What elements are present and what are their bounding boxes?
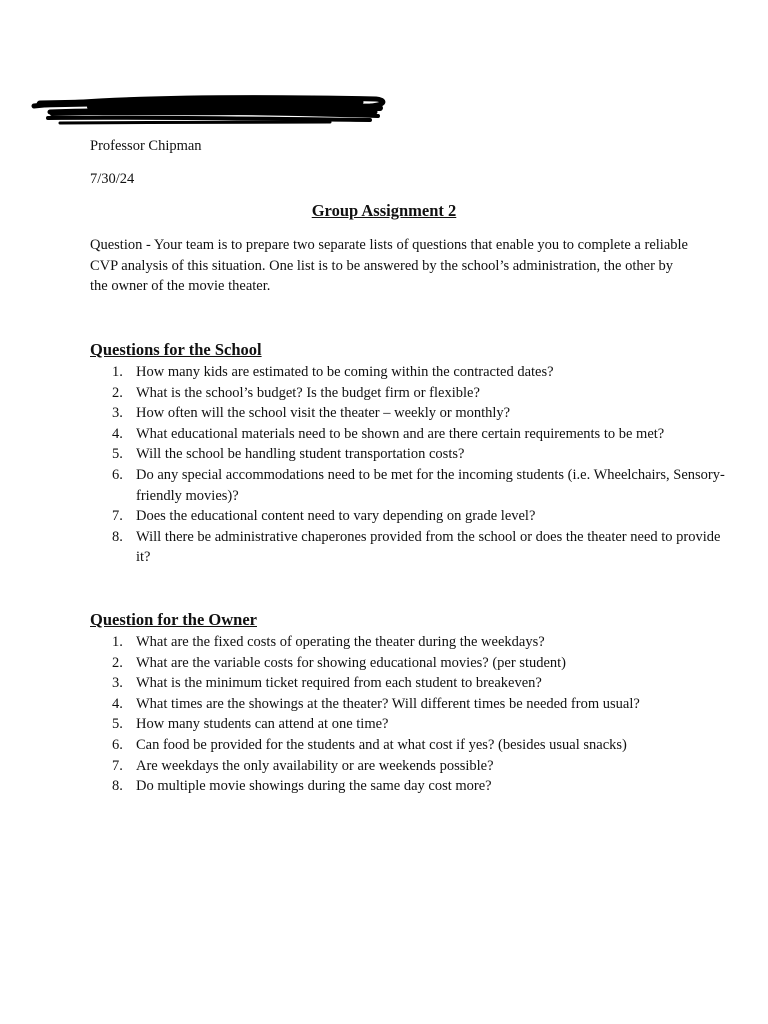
school-questions-heading: Questions for the School xyxy=(90,340,262,359)
document-title: Group Assignment 2 xyxy=(311,201,457,220)
list-item: What times are the showings at the theater? Will different times be needed from usual? xyxy=(136,695,640,712)
list-item: Does the educational content need to vary depending on grade level? xyxy=(136,508,536,525)
list-item: How often will the school visit the theater – weekly or monthly? xyxy=(136,405,511,422)
school-questions-list xyxy=(90,362,736,568)
question-prompt: Question - Your team is to prepare two separate lists of questions that enable you to complete a reliable CVP analysis of this situation. One list is to be answered by the school’s administration, the other by the owner of the movie theater. xyxy=(90,237,688,295)
professor-name: Professor Chipman xyxy=(90,138,202,154)
list-item: How many kids are estimated to be coming within the contracted dates? xyxy=(136,364,554,380)
list-item: What educational materials need to be shown and are there certain requirements to be met? xyxy=(136,425,665,442)
list-item: Will there be administrative chaperones provided from the school or does the theater need to provide it? xyxy=(136,528,721,566)
redaction-scribble xyxy=(30,92,390,128)
list-item: Do any special accommodations need to be met for the incoming students (i.e. Wheelchairs, Sensory-friendly movies)? xyxy=(136,466,725,504)
list-item: What is the minimum ticket required from each student to breakeven? xyxy=(136,675,542,692)
list-item: What are the variable costs for showing educational movies? (per student) xyxy=(136,654,567,671)
list-item: Are weekdays the only availability or are weekends possible? xyxy=(136,757,494,774)
list-item: What is the school’s budget? Is the budget firm or flexible? xyxy=(136,384,480,401)
list-item: How many students can attend at one time? xyxy=(136,716,389,733)
list-item: Can food be provided for the students and at what cost if yes? (besides usual snacks) xyxy=(136,736,627,753)
assignment-date: 7/30/24 xyxy=(90,171,135,187)
list-item: Do multiple movie showings during the same day cost more? xyxy=(136,778,492,795)
list-item: What are the fixed costs of operating the theater during the weekdays? xyxy=(136,634,545,650)
list-item: Will the school be handling student transportation costs? xyxy=(136,446,465,463)
owner-questions-list xyxy=(90,632,736,797)
owner-questions-heading: Question for the Owner xyxy=(90,610,257,629)
